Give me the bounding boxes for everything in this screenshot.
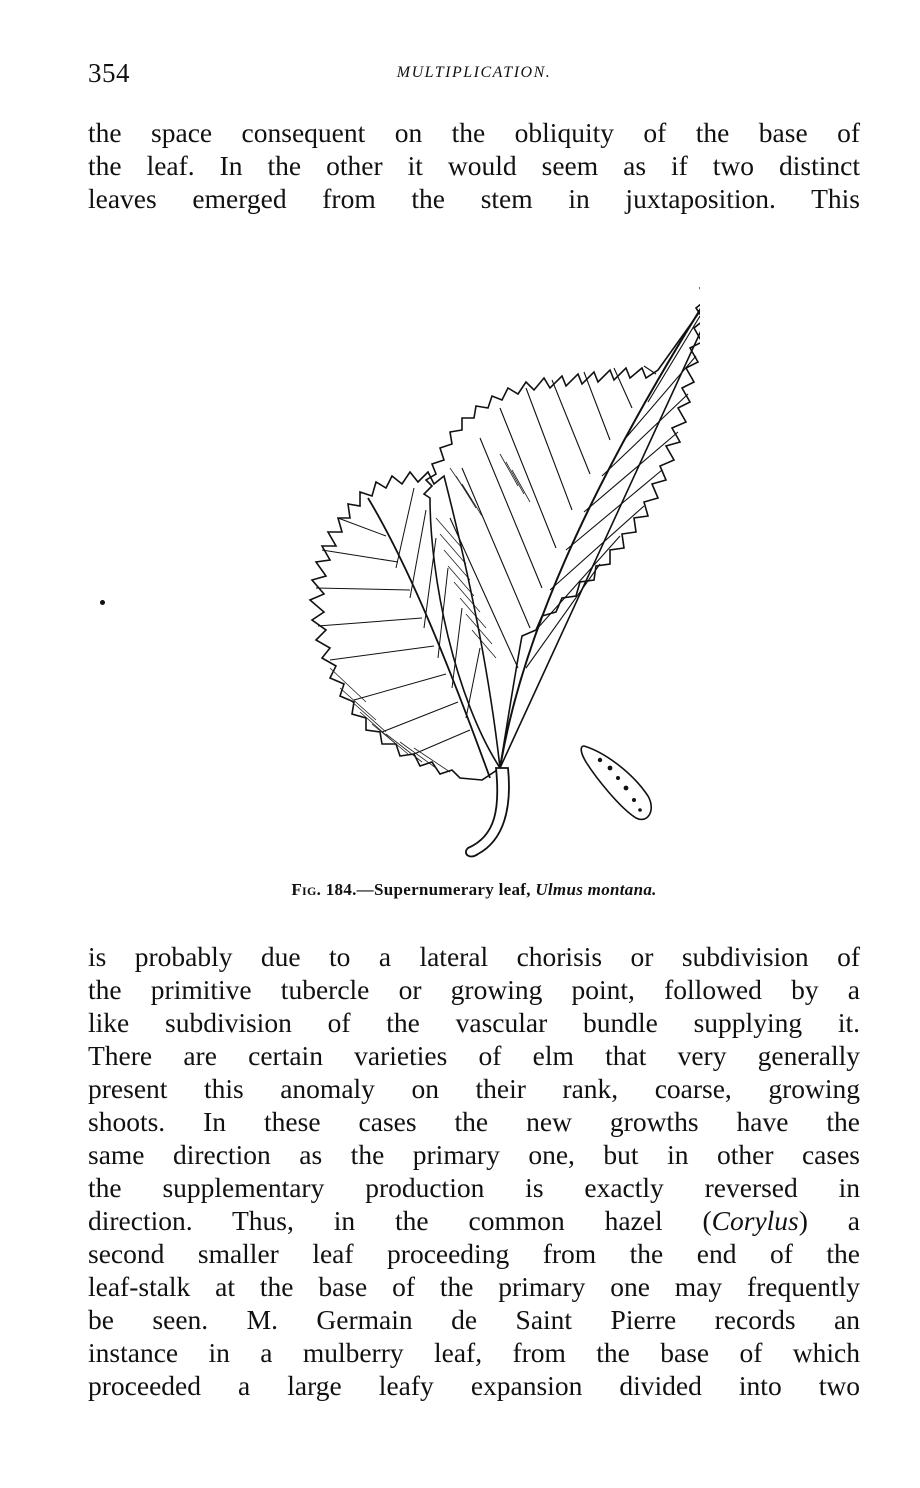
text-line: shoots. In these cases the new growths have the [88,1106,860,1137]
leaf-illustration [200,248,700,868]
upper-leaf-veins [450,316,700,668]
text-line: like subdivision of the vascular bundle supplying it. [88,1007,860,1038]
text-line: present this anomaly on their rank, coarse, growing [88,1073,860,1104]
lower-leaf-shading [330,668,450,772]
figure-label: Fig. [291,880,322,899]
text-line: is probably due to a lateral chorisis or subdivision of [88,941,860,972]
upper-leaf-shading [436,454,530,658]
text-line: instance in a mulberry leaf, from the base of which [88,1337,860,1368]
paragraph-top [88,116,860,215]
figure-species: Ulmus montana. [535,880,657,899]
text-line: same direction as the primary one, but in other cases [88,1139,860,1170]
figure-caption [88,880,860,900]
text-line: the supplementary production is exactly reversed in [88,1172,860,1203]
genus-name: Corylus [711,1205,799,1236]
text-line [88,1204,860,1237]
text-fragment: direction. Thus, in the common hazel ( [88,1205,712,1236]
page-number: 354 [88,58,130,88]
upper-leaf-outline [424,272,700,768]
text-line: the space consequent on the obliquity of the base of [88,117,860,148]
text-line: leaves emerged from the stem in juxtaposition. This [88,183,860,214]
section-title: MULTIPLICATION. [396,64,552,81]
figure-number: 184. [325,880,357,899]
text-line: be seen. M. Germain de Saint Pierre records an [88,1304,860,1335]
text-line: the leaf. In the other it would seem as if two distinct [88,150,860,181]
paragraph-bottom [88,940,860,1402]
text-line: the primitive tubercle or growing point, followed by a [88,974,860,1005]
text-line: There are certain varieties of elm that very generally [88,1040,860,1071]
text-line: proceeded a large leafy expansion divided into two [88,1370,860,1401]
ink-speck [100,600,105,605]
upper-leaf-midrib [500,278,700,768]
text-fragment: ) a [798,1205,860,1236]
leaf-stalk [466,768,509,856]
text-line: second smaller leaf proceeding from the end of the [88,1238,860,1269]
figure-title: —Supernumerary leaf, [356,880,531,899]
text-line: leaf-stalk at the base of the primary one may frequently [88,1271,860,1302]
running-head [88,58,860,94]
elm-leaf-drawing [200,248,700,868]
